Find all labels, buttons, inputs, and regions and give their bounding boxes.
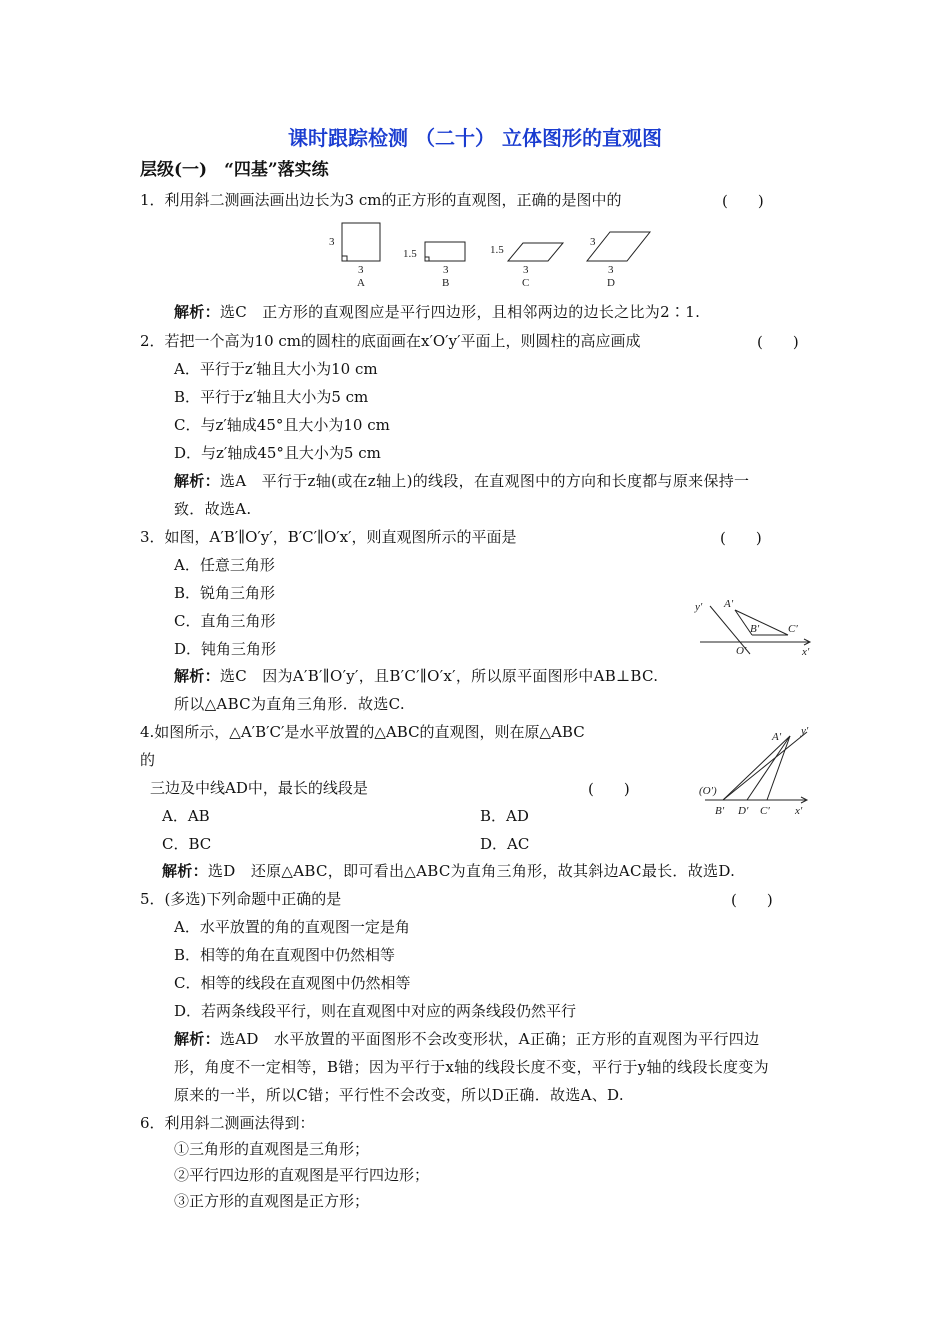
q2-analysis bbox=[174, 471, 749, 491]
q1-figure bbox=[325, 215, 665, 295]
q6-item-2: ②平行四边形的直观图是平行四边形； bbox=[174, 1166, 430, 1184]
q2-option-a: A．平行于z′轴且大小为10 cm bbox=[174, 360, 378, 378]
q5-option-a: A．水平放置的角的直观图一定是角 bbox=[174, 918, 410, 936]
q1-a-side: 3 bbox=[329, 236, 335, 248]
q3-analysis-text-1: 选C 因为A′B′∥O′y′，且B′C′∥O′x′，所以原平面图形中AB⊥BC. bbox=[219, 667, 659, 685]
q1-c-bottom: 3 bbox=[523, 264, 529, 276]
q3-analysis-label: 解析： bbox=[174, 667, 220, 685]
q3-stem: 3．如图，A′B′∥O′y′，B′C′∥O′x′，则直观图所示的平面是 bbox=[140, 528, 517, 546]
q3-label-x: x′ bbox=[802, 646, 810, 658]
q3-answer-blank: ( ) bbox=[720, 529, 762, 547]
page-title: 课时跟踪检测 （二十） 立体图形的直观图 bbox=[288, 126, 662, 150]
q1-stem: 1．利用斜二测画法画出边长为3 cm的正方形的直观图，正确的是图中的 bbox=[140, 191, 622, 209]
q3-option-b: B．锐角三角形 bbox=[174, 584, 276, 602]
q5-option-c: C．相等的线段在直观图中仍然相等 bbox=[174, 974, 411, 992]
q2-option-d: D．与z′轴成45°且大小为5 cm bbox=[174, 444, 381, 462]
q4-label-x: x′ bbox=[795, 805, 803, 817]
q4-option-d: D．AC bbox=[480, 835, 530, 853]
q3-label-a: A′ bbox=[724, 598, 734, 610]
q3-option-d: D．钝角三角形 bbox=[174, 640, 277, 658]
q3-label-o: O′ bbox=[736, 645, 747, 657]
q1-b-bottom: 3 bbox=[443, 264, 449, 276]
q4-analysis-label: 解析： bbox=[162, 862, 208, 880]
q1-d-label: D bbox=[607, 277, 615, 289]
q1-analysis-label: 解析： bbox=[174, 303, 220, 321]
q1-b-side: 1.5 bbox=[403, 248, 417, 260]
q1-a-bottom: 3 bbox=[358, 264, 364, 276]
q1-d-bottom: 3 bbox=[608, 264, 614, 276]
q4-label-o: (O′) bbox=[699, 785, 717, 797]
q5-analysis-line2: 形，角度不一定相等，B错；因为平行于x轴的线段长度不变，平行于y轴的线段长度变为 bbox=[174, 1058, 769, 1076]
q3-label-b: B′ bbox=[750, 623, 760, 635]
q4-label-b: B′ bbox=[715, 805, 725, 817]
q6-item-3: ③正方形的直观图是正方形； bbox=[174, 1192, 370, 1210]
q2-analysis-text-1: 选A 平行于z轴(或在z轴上)的线段，在直观图中的方向和长度都与原来保持一 bbox=[219, 472, 750, 490]
q1-analysis bbox=[174, 302, 700, 322]
q5-analysis bbox=[174, 1029, 759, 1049]
q1-d-side: 3 bbox=[590, 236, 596, 248]
q3-option-a: A．任意三角形 bbox=[174, 556, 275, 574]
q4-option-b: B．AD bbox=[480, 807, 529, 825]
q2-analysis-line2: 致．故选A. bbox=[174, 500, 252, 518]
q3-label-y: y′ bbox=[695, 601, 703, 613]
q4-label-a: A′ bbox=[772, 731, 782, 743]
q4-option-c: C．BC bbox=[162, 835, 212, 853]
q5-analysis-label: 解析： bbox=[174, 1030, 220, 1048]
q4-figure bbox=[695, 720, 820, 820]
q1-analysis-text: 选C 正方形的直观图应是平行四边形，且相邻两边的边长之比为2∶1. bbox=[219, 303, 701, 321]
q4-label-y: y′ bbox=[801, 725, 809, 737]
q1-c-label: C bbox=[522, 277, 530, 289]
q5-answer-blank: ( ) bbox=[731, 891, 773, 909]
q4-option-a: A．AB bbox=[162, 807, 210, 825]
q1-answer-blank: ( ) bbox=[722, 192, 764, 210]
q1-shape-c bbox=[508, 243, 563, 261]
q6-stem: 6．利用斜二测画法得到： bbox=[140, 1114, 315, 1132]
q3-label-c: C′ bbox=[788, 623, 798, 635]
q3-option-c: C．直角三角形 bbox=[174, 612, 276, 630]
q6-item-1: ①三角形的直观图是三角形； bbox=[174, 1140, 370, 1158]
section-heading: 层级(一) “四基”落实练 bbox=[140, 160, 329, 180]
q4-analysis-text: 选D 还原△ABC，即可看出△ABC为直角三角形，故其斜边AC最长．故选D. bbox=[207, 862, 736, 880]
q5-stem: 5．(多选)下列命题中正确的是 bbox=[140, 890, 342, 908]
q4-stem-line3: 三边及中线AD中，最长的线段是 bbox=[150, 779, 368, 797]
q4-answer-blank: ( ) bbox=[588, 780, 630, 798]
q1-a-label: A bbox=[357, 277, 365, 289]
q1-shape-a bbox=[342, 223, 380, 261]
q2-option-b: B．平行于z′轴且大小为5 cm bbox=[174, 388, 369, 406]
q2-answer-blank: ( ) bbox=[757, 333, 799, 351]
q3-figure bbox=[690, 592, 820, 662]
q1-shape-b bbox=[425, 242, 465, 261]
q3-analysis bbox=[174, 666, 658, 686]
q1-shape-d bbox=[587, 232, 650, 261]
q5-option-d: D．若两条线段平行，则在直观图中对应的两条线段仍然平行 bbox=[174, 1002, 577, 1020]
q4-label-c: C′ bbox=[760, 805, 770, 817]
q1-c-side: 1.5 bbox=[490, 244, 504, 256]
q2-analysis-label: 解析： bbox=[174, 472, 220, 490]
q2-stem: 2．若把一个高为10 cm的圆柱的底面画在x′O′y′平面上，则圆柱的高应画成 bbox=[140, 332, 641, 350]
q5-option-b: B．相等的角在直观图中仍然相等 bbox=[174, 946, 396, 964]
q5-analysis-line3: 原来的一半，所以C错；平行性不会改变，所以D正确．故选A、D. bbox=[174, 1086, 624, 1104]
q4-analysis bbox=[162, 861, 735, 881]
q2-option-c: C．与z′轴成45°且大小为10 cm bbox=[174, 416, 390, 434]
q1-b-label: B bbox=[442, 277, 450, 289]
q5-analysis-text-1: 选AD 水平放置的平面图形不会改变形状，A正确；正方形的直观图为平行四边 bbox=[219, 1030, 760, 1048]
q4-stem-line1: 4.如图所示，△A′B′C′是水平放置的△ABC的直观图，则在原△ABC bbox=[140, 723, 585, 741]
q4-stem-line2: 的 bbox=[140, 751, 156, 769]
q3-analysis-line2: 所以△ABC为直角三角形．故选C. bbox=[174, 695, 405, 713]
q4-label-d: D′ bbox=[738, 805, 749, 817]
